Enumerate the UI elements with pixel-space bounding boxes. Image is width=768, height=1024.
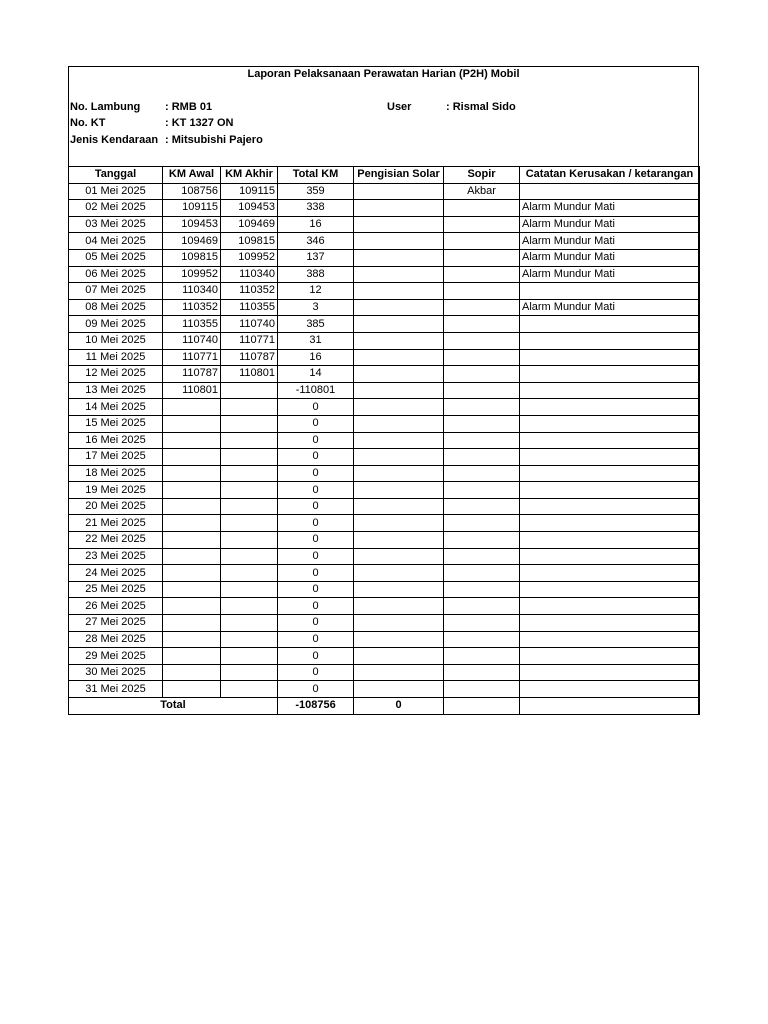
total-sopir-cell <box>444 698 520 715</box>
solar-cell <box>354 249 444 266</box>
sopir-cell <box>444 216 520 233</box>
table-row <box>69 283 700 300</box>
km-awal-cell: 109115 <box>163 200 221 217</box>
sopir-cell <box>444 399 520 416</box>
solar-cell <box>354 532 444 549</box>
table-row <box>69 399 700 416</box>
table-row <box>69 266 700 283</box>
date-cell: 06 Mei 2025 <box>69 266 163 283</box>
km-akhir-cell <box>221 399 278 416</box>
table-row <box>69 581 700 598</box>
sopir-cell <box>444 532 520 549</box>
sopir-cell <box>444 515 520 532</box>
km-awal-cell <box>163 648 221 665</box>
log-table <box>68 166 700 715</box>
date-cell: 28 Mei 2025 <box>69 631 163 648</box>
km-awal-cell: 109453 <box>163 216 221 233</box>
km-akhir-cell: 109115 <box>221 183 278 200</box>
catatan-cell <box>520 482 700 499</box>
catatan-cell <box>520 316 700 333</box>
date-cell: 20 Mei 2025 <box>69 498 163 515</box>
km-awal-cell <box>163 681 221 698</box>
total-km-cell: 0 <box>278 598 354 615</box>
total-solar-value: 0 <box>354 698 444 715</box>
km-akhir-cell: 109453 <box>221 200 278 217</box>
col-header-catatan: Catatan Kerusakan / ketarangan <box>520 167 700 184</box>
date-cell: 19 Mei 2025 <box>69 482 163 499</box>
km-akhir-cell <box>221 565 278 582</box>
sopir-cell <box>444 249 520 266</box>
date-cell: 11 Mei 2025 <box>69 349 163 366</box>
header-row <box>69 167 700 184</box>
solar-cell <box>354 216 444 233</box>
km-akhir-cell <box>221 581 278 598</box>
km-akhir-cell <box>221 449 278 466</box>
catatan-cell: Alarm Mundur Mati <box>520 200 700 217</box>
km-awal-cell <box>163 415 221 432</box>
sopir-cell <box>444 283 520 300</box>
km-awal-cell <box>163 631 221 648</box>
catatan-cell: Alarm Mundur Mati <box>520 249 700 266</box>
km-akhir-cell <box>221 482 278 499</box>
km-akhir-cell: 110352 <box>221 283 278 300</box>
km-awal-cell: 110771 <box>163 349 221 366</box>
catatan-cell <box>520 548 700 565</box>
km-akhir-cell: 110355 <box>221 299 278 316</box>
catatan-cell <box>520 399 700 416</box>
total-km-cell: 0 <box>278 615 354 632</box>
table-row <box>69 482 700 499</box>
km-akhir-cell <box>221 598 278 615</box>
date-cell: 26 Mei 2025 <box>69 598 163 615</box>
km-akhir-cell: 110740 <box>221 316 278 333</box>
date-cell: 07 Mei 2025 <box>69 283 163 300</box>
date-cell: 01 Mei 2025 <box>69 183 163 200</box>
km-awal-cell <box>163 465 221 482</box>
sopir-cell <box>444 498 520 515</box>
solar-cell <box>354 548 444 565</box>
jenis-kendaraan-value: : Mitsubishi Pajero <box>165 134 263 146</box>
km-awal-cell <box>163 598 221 615</box>
solar-cell <box>354 349 444 366</box>
sopir-cell <box>444 332 520 349</box>
km-awal-cell: 110355 <box>163 316 221 333</box>
catatan-cell <box>520 449 700 466</box>
sopir-cell <box>444 266 520 283</box>
lambung-label: No. Lambung <box>70 101 141 113</box>
date-cell: 08 Mei 2025 <box>69 299 163 316</box>
sopir-cell <box>444 449 520 466</box>
total-km-cell: 0 <box>278 548 354 565</box>
km-akhir-cell <box>221 498 278 515</box>
user-value: : Rismal Sido <box>446 101 516 113</box>
solar-cell <box>354 283 444 300</box>
sopir-cell <box>444 482 520 499</box>
total-km-cell: 16 <box>278 349 354 366</box>
report-title: Laporan Pelaksanaan Perawatan Harian (P2H) Mobil <box>247 68 520 80</box>
lambung-value: : RMB 01 <box>165 101 213 113</box>
catatan-cell <box>520 681 700 698</box>
total-km-cell: 359 <box>278 183 354 200</box>
date-cell: 27 Mei 2025 <box>69 615 163 632</box>
solar-cell <box>354 482 444 499</box>
total-km-cell: 0 <box>278 399 354 416</box>
date-cell: 12 Mei 2025 <box>69 366 163 383</box>
sopir-cell <box>444 432 520 449</box>
table-row <box>69 681 700 698</box>
km-awal-cell: 109815 <box>163 249 221 266</box>
solar-cell <box>354 565 444 582</box>
solar-cell <box>354 316 444 333</box>
km-awal-cell: 109952 <box>163 266 221 283</box>
km-awal-cell <box>163 548 221 565</box>
sopir-cell <box>444 598 520 615</box>
table-row <box>69 249 700 266</box>
table-row <box>69 200 700 217</box>
table-row <box>69 565 700 582</box>
total-km-value: -108756 <box>278 698 354 715</box>
catatan-cell <box>520 581 700 598</box>
sopir-cell <box>444 200 520 217</box>
catatan-cell <box>520 515 700 532</box>
km-awal-cell: 110340 <box>163 283 221 300</box>
date-cell: 31 Mei 2025 <box>69 681 163 698</box>
total-km-cell: 0 <box>278 515 354 532</box>
table-row <box>69 515 700 532</box>
table-row <box>69 648 700 665</box>
km-akhir-cell <box>221 415 278 432</box>
total-row <box>69 698 700 715</box>
sopir-cell <box>444 664 520 681</box>
catatan-cell <box>520 615 700 632</box>
solar-cell <box>354 465 444 482</box>
table-row <box>69 598 700 615</box>
sopir-cell <box>444 299 520 316</box>
solar-cell <box>354 233 444 250</box>
table-row <box>69 382 700 399</box>
total-km-cell: 388 <box>278 266 354 283</box>
km-akhir-cell <box>221 681 278 698</box>
date-cell: 24 Mei 2025 <box>69 565 163 582</box>
solar-cell <box>354 598 444 615</box>
col-header-pengisian-solar: Pengisian Solar <box>354 167 444 184</box>
table-row <box>69 449 700 466</box>
user-label: User <box>387 101 412 113</box>
total-km-cell: 0 <box>278 581 354 598</box>
total-km-cell: 31 <box>278 332 354 349</box>
date-cell: 16 Mei 2025 <box>69 432 163 449</box>
kt-label: No. KT <box>70 117 106 129</box>
km-awal-cell <box>163 449 221 466</box>
table-row <box>69 465 700 482</box>
table-row <box>69 631 700 648</box>
solar-cell <box>354 631 444 648</box>
date-cell: 22 Mei 2025 <box>69 532 163 549</box>
sopir-cell: Akbar <box>444 183 520 200</box>
total-km-cell: 0 <box>278 498 354 515</box>
sopir-cell <box>444 233 520 250</box>
date-cell: 29 Mei 2025 <box>69 648 163 665</box>
total-km-cell: 0 <box>278 449 354 466</box>
km-akhir-cell <box>221 465 278 482</box>
km-awal-cell: 110801 <box>163 382 221 399</box>
solar-cell <box>354 266 444 283</box>
solar-cell <box>354 498 444 515</box>
solar-cell <box>354 382 444 399</box>
km-akhir-cell <box>221 648 278 665</box>
km-awal-cell: 109469 <box>163 233 221 250</box>
table-row <box>69 233 700 250</box>
date-cell: 05 Mei 2025 <box>69 249 163 266</box>
solar-cell <box>354 366 444 383</box>
catatan-cell <box>520 465 700 482</box>
km-akhir-cell: 110787 <box>221 349 278 366</box>
km-akhir-cell <box>221 532 278 549</box>
total-km-cell: 346 <box>278 233 354 250</box>
km-akhir-cell: 109815 <box>221 233 278 250</box>
catatan-cell <box>520 283 700 300</box>
catatan-cell <box>520 432 700 449</box>
date-cell: 18 Mei 2025 <box>69 465 163 482</box>
catatan-cell <box>520 498 700 515</box>
catatan-cell <box>520 183 700 200</box>
total-km-cell: -110801 <box>278 382 354 399</box>
table-row <box>69 498 700 515</box>
total-km-cell: 0 <box>278 432 354 449</box>
date-cell: 23 Mei 2025 <box>69 548 163 565</box>
total-km-cell: 385 <box>278 316 354 333</box>
date-cell: 17 Mei 2025 <box>69 449 163 466</box>
total-km-cell: 16 <box>278 216 354 233</box>
total-label: Total <box>69 698 278 715</box>
table-row <box>69 366 700 383</box>
solar-cell <box>354 449 444 466</box>
total-km-cell: 0 <box>278 681 354 698</box>
table-row <box>69 316 700 333</box>
km-awal-cell <box>163 399 221 416</box>
col-header-total-km: Total KM <box>278 167 354 184</box>
km-awal-cell: 110740 <box>163 332 221 349</box>
sopir-cell <box>444 631 520 648</box>
catatan-cell <box>520 382 700 399</box>
catatan-cell <box>520 332 700 349</box>
km-awal-cell <box>163 565 221 582</box>
date-cell: 30 Mei 2025 <box>69 664 163 681</box>
catatan-cell <box>520 598 700 615</box>
date-cell: 09 Mei 2025 <box>69 316 163 333</box>
table-row <box>69 548 700 565</box>
total-catatan-cell <box>520 698 700 715</box>
km-awal-cell: 108756 <box>163 183 221 200</box>
km-awal-cell <box>163 498 221 515</box>
solar-cell <box>354 581 444 598</box>
total-km-cell: 0 <box>278 465 354 482</box>
km-awal-cell: 110787 <box>163 366 221 383</box>
sopir-cell <box>444 415 520 432</box>
km-awal-cell <box>163 615 221 632</box>
km-awal-cell <box>163 581 221 598</box>
table-row <box>69 183 700 200</box>
solar-cell <box>354 648 444 665</box>
catatan-cell: Alarm Mundur Mati <box>520 266 700 283</box>
total-km-cell: 3 <box>278 299 354 316</box>
km-akhir-cell: 110771 <box>221 332 278 349</box>
catatan-cell <box>520 415 700 432</box>
solar-cell <box>354 299 444 316</box>
total-km-cell: 14 <box>278 366 354 383</box>
total-km-cell: 0 <box>278 664 354 681</box>
catatan-cell <box>520 565 700 582</box>
sopir-cell <box>444 548 520 565</box>
km-akhir-cell: 109952 <box>221 249 278 266</box>
km-awal-cell: 110352 <box>163 299 221 316</box>
date-cell: 02 Mei 2025 <box>69 200 163 217</box>
col-header-tanggal: Tanggal <box>69 167 163 184</box>
table-row <box>69 615 700 632</box>
table-row <box>69 432 700 449</box>
solar-cell <box>354 183 444 200</box>
table-row <box>69 299 700 316</box>
catatan-cell <box>520 664 700 681</box>
date-cell: 04 Mei 2025 <box>69 233 163 250</box>
sopir-cell <box>444 648 520 665</box>
solar-cell <box>354 664 444 681</box>
solar-cell <box>354 415 444 432</box>
date-cell: 13 Mei 2025 <box>69 382 163 399</box>
km-akhir-cell <box>221 515 278 532</box>
catatan-cell: Alarm Mundur Mati <box>520 299 700 316</box>
total-km-cell: 0 <box>278 565 354 582</box>
sopir-cell <box>444 349 520 366</box>
catatan-cell <box>520 631 700 648</box>
total-km-cell: 0 <box>278 532 354 549</box>
sopir-cell <box>444 565 520 582</box>
km-awal-cell <box>163 432 221 449</box>
log-table-body <box>69 183 700 697</box>
solar-cell <box>354 332 444 349</box>
sopir-cell <box>444 316 520 333</box>
catatan-cell <box>520 349 700 366</box>
solar-cell <box>354 615 444 632</box>
table-row <box>69 664 700 681</box>
total-km-cell: 0 <box>278 648 354 665</box>
date-cell: 14 Mei 2025 <box>69 399 163 416</box>
solar-cell <box>354 515 444 532</box>
col-header-sopir: Sopir <box>444 167 520 184</box>
km-akhir-cell <box>221 548 278 565</box>
table-row <box>69 332 700 349</box>
date-cell: 03 Mei 2025 <box>69 216 163 233</box>
col-header-km-akhir: KM Akhir <box>221 167 278 184</box>
catatan-cell <box>520 366 700 383</box>
date-cell: 10 Mei 2025 <box>69 332 163 349</box>
date-cell: 21 Mei 2025 <box>69 515 163 532</box>
solar-cell <box>354 432 444 449</box>
km-akhir-cell <box>221 382 278 399</box>
table-row <box>69 415 700 432</box>
solar-cell <box>354 399 444 416</box>
p2h-report <box>68 66 699 715</box>
total-km-cell: 338 <box>278 200 354 217</box>
km-akhir-cell: 109469 <box>221 216 278 233</box>
km-awal-cell <box>163 482 221 499</box>
jenis-kendaraan-label: Jenis Kendaraan <box>70 134 159 146</box>
date-cell: 15 Mei 2025 <box>69 415 163 432</box>
total-km-cell: 12 <box>278 283 354 300</box>
sopir-cell <box>444 581 520 598</box>
total-km-cell: 0 <box>278 631 354 648</box>
km-akhir-cell <box>221 664 278 681</box>
total-km-cell: 0 <box>278 415 354 432</box>
sopir-cell <box>444 465 520 482</box>
km-awal-cell <box>163 515 221 532</box>
sopir-cell <box>444 615 520 632</box>
km-akhir-cell <box>221 631 278 648</box>
total-km-cell: 0 <box>278 482 354 499</box>
km-akhir-cell <box>221 432 278 449</box>
table-row <box>69 349 700 366</box>
catatan-cell <box>520 532 700 549</box>
catatan-cell: Alarm Mundur Mati <box>520 233 700 250</box>
sopir-cell <box>444 366 520 383</box>
km-akhir-cell: 110340 <box>221 266 278 283</box>
col-header-km-awal: KM Awal <box>163 167 221 184</box>
kt-value: : KT 1327 ON <box>165 117 234 129</box>
solar-cell <box>354 200 444 217</box>
table-row <box>69 532 700 549</box>
catatan-cell <box>520 648 700 665</box>
sopir-cell <box>444 382 520 399</box>
catatan-cell: Alarm Mundur Mati <box>520 216 700 233</box>
total-km-cell: 137 <box>278 249 354 266</box>
km-akhir-cell <box>221 615 278 632</box>
km-awal-cell <box>163 532 221 549</box>
km-awal-cell <box>163 664 221 681</box>
table-row <box>69 216 700 233</box>
date-cell: 25 Mei 2025 <box>69 581 163 598</box>
km-akhir-cell: 110801 <box>221 366 278 383</box>
solar-cell <box>354 681 444 698</box>
sopir-cell <box>444 681 520 698</box>
